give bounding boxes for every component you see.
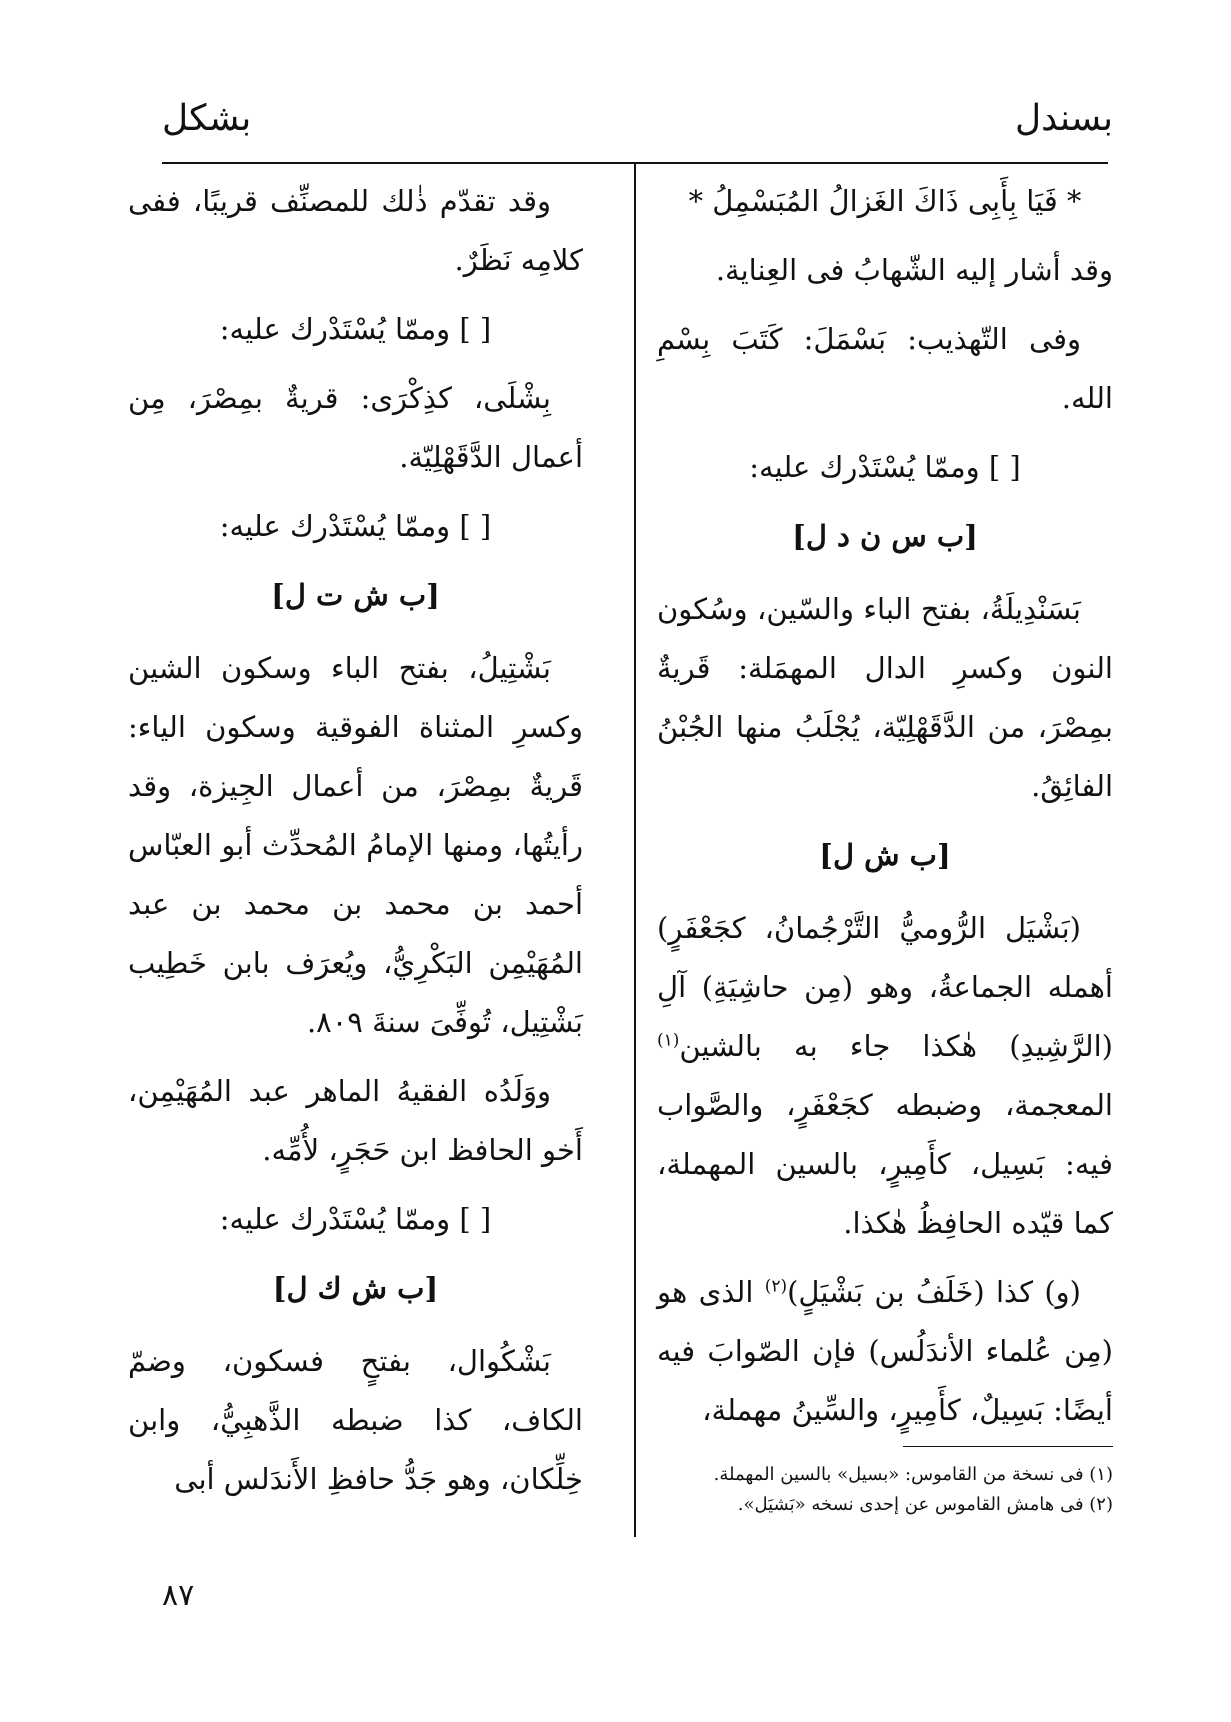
paragraph: بِشْلَى، كذِكْرَى: قريةٌ بمِصْرَ، مِن أعمال الدَّقَهْلِيّة. (128, 381, 583, 474)
paragraph: بَسَنْدِيلَةُ، بفتح الباء والسّين، وسُكون النون وكسرِ الدال المهمَلة: قَريةٌ بمِصْرَ، من الدَّقَهْلِيّة، يُجْلَبُ منها الجُبْنُ الفائِقُ. (657, 592, 1113, 803)
footnote-ref: (١) (657, 1030, 680, 1051)
paragraph: بَشْكُوال، بفتحٍ فسكون، وضمّ الكاف، كذا ضبطه الذَّهبِيُّ، وابن خِلِّكان، وهو جَدُّ حافظِ الأَندَلس أبى (128, 1344, 583, 1496)
footnote: (١) فى نسخة من القاموس: «بسيل» بالسين المهملة. (713, 1464, 1113, 1485)
page-number: ٨٧ (162, 1578, 195, 1613)
paragraph: بَشْتِيلُ، بفتح الباء وسكون الشين وكسرِ المثناة الفوقية وسكون الياء: قَريةٌ بمِصْرَ، من أعمال الجِيزة، وقد رأيتُها، ومنها الإمامُ المُحدِّث أبو العبّاس أحمد بن محمد بن محمد بن عبد المُهَيْمِن البَكْرِيُّ، ويُعرَف بابن خَطِيب بَشْتِيل، تُوفِّىَ سنةَ ٨٠٩. (128, 651, 583, 1039)
footnote-ref: (٢) (764, 1276, 788, 1297)
paragraph: وقد أشار إليه الشّهابُ فى العِناية. (715, 253, 1113, 287)
paragraph-text: الذى هو (مِن عُلماء الأندَلُس) فإن الصّوابَ فيه أيضًا: بَسِيلٌ، كأَمِيرٍ، والسِّينُ مهملة، (657, 1275, 1113, 1427)
right-column (657, 172, 1113, 1450)
paragraph: ووَلَدُه الفقيهُ الماهر عبد المُهَيْمِن، أَخو الحافظ ابن حَجَرٍ، لأُمِّه. (128, 1074, 583, 1167)
paragraph: وقد تقدّم ذٰلك للمصنِّف قريبًا، ففى كلامِه نَظَرٌ. (128, 184, 583, 277)
paragraph (657, 899, 1113, 1253)
addendum-note: [ ] وممّا يُسْتَدْرك عليه: (749, 450, 1021, 484)
footnotes (657, 1460, 1113, 1520)
footnote-rule (903, 1446, 1113, 1447)
entry-heading: [ب ش ك ل] (272, 1271, 439, 1305)
addendum-note: [ ] وممّا يُسْتَدْرك عليه: (219, 312, 492, 346)
addendum-note: [ ] وممّا يُسْتَدْرك عليه: (219, 1202, 492, 1236)
paragraph (657, 1263, 1113, 1440)
left-column (128, 172, 583, 1519)
entry-heading: [ب ش ت ل] (271, 578, 440, 612)
paragraph: وفى التّهذيب: بَسْمَلَ: كَتَبَ بِسْمِ الله. (657, 322, 1113, 415)
running-head-left: بشكل (162, 98, 252, 139)
verse-line: * فَيَا بِأَبِى ذَاكَ الغَزالُ المُبَسْمِلُ * (688, 184, 1082, 218)
footnote: (٢) فى هامش القاموس عن إحدى نسخه «بَشيَل». (737, 1494, 1113, 1515)
entry-heading: [ب ش ل] (819, 838, 951, 872)
paragraph-text: المعجمة، وضبطه كجَعْفَرٍ، والصَّواب فيه: بَسِيل، كأَمِيرٍ، بالسين المهملة، كما قيّده الحافِظُ هٰكذا. (657, 1088, 1113, 1240)
running-head-right: بسندل (1014, 98, 1113, 139)
addendum-note: [ ] وممّا يُسْتَدْرك عليه: (219, 509, 492, 543)
paragraph-text: (بَشْيَل الرُّوميُّ التَّرْجُمانُ، كجَعْفَرٍ) أهمله الجماعةُ، وهو (مِن حاشِيَةِ) آلِ (الرَّشِيدِ) هٰكذا جاء به بالشين (657, 911, 1113, 1063)
paragraph-text: (و) كذا (خَلَفُ بن بَشْيَلٍ) (787, 1275, 1081, 1309)
entry-heading: [ب س ن د ل] (792, 519, 978, 553)
column-divider (634, 162, 636, 1537)
